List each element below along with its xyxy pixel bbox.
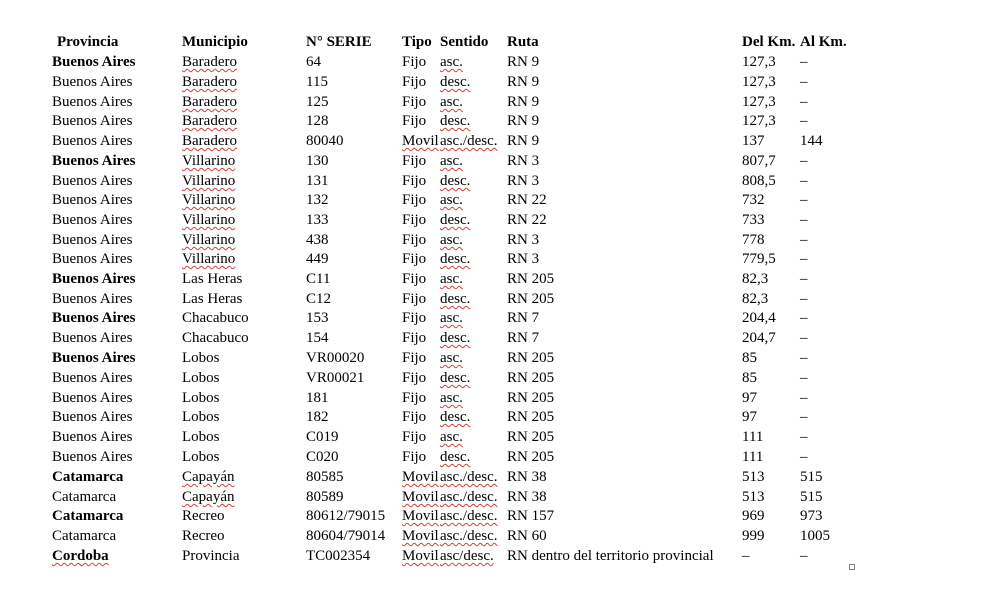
header-sentido: Sentido xyxy=(440,34,489,50)
table-row xyxy=(0,308,1000,328)
cell-provincia: Buenos Aires xyxy=(52,350,136,366)
cell-ruta: RN 205 xyxy=(507,271,555,287)
cell-sentido: asc./desc. xyxy=(440,133,498,149)
cell-ruta: RN 9 xyxy=(507,133,540,149)
cell-del-km: 82,3 xyxy=(742,271,769,287)
cell-del-km: 111 xyxy=(742,449,764,465)
cell-municipio: Baradero xyxy=(182,74,237,90)
cell-serie: TC002354 xyxy=(306,548,371,564)
cell-serie: VR00020 xyxy=(306,350,365,366)
cell-serie: 438 xyxy=(306,232,329,248)
cell-al-km: – xyxy=(800,390,808,406)
cell-sentido: asc. xyxy=(440,94,463,110)
cell-ruta: RN 205 xyxy=(507,350,555,366)
cell-tipo: Fijo xyxy=(402,212,427,228)
cell-al-km: 1005 xyxy=(800,528,830,544)
cell-al-km: – xyxy=(800,370,808,386)
cell-municipio: Villarino xyxy=(182,192,236,208)
cell-ruta: RN 38 xyxy=(507,489,547,505)
cell-provincia: Buenos Aires xyxy=(52,449,133,465)
cell-del-km: 732 xyxy=(742,192,765,208)
cell-tipo: Movil xyxy=(402,508,439,524)
cell-municipio: Las Heras xyxy=(182,271,243,287)
cell-municipio: Capayán xyxy=(182,469,235,485)
cell-provincia: Buenos Aires xyxy=(52,429,133,445)
table-row xyxy=(0,230,1000,250)
cell-municipio: Villarino xyxy=(182,153,236,169)
cell-del-km: 97 xyxy=(742,409,757,425)
cell-del-km: 778 xyxy=(742,232,765,248)
cell-al-km: – xyxy=(800,548,808,564)
table-row xyxy=(0,467,1000,487)
cell-provincia: Buenos Aires xyxy=(52,310,136,326)
cell-tipo: Fijo xyxy=(402,232,427,248)
cell-del-km: – xyxy=(742,548,750,564)
cell-provincia: Buenos Aires xyxy=(52,153,136,169)
cell-del-km: 513 xyxy=(742,469,765,485)
cell-provincia: Cordoba xyxy=(52,548,109,564)
cell-serie: 153 xyxy=(306,310,329,326)
cell-municipio: Baradero xyxy=(182,94,237,110)
cell-serie: 80612/79015 xyxy=(306,508,386,524)
table-row xyxy=(0,111,1000,131)
cell-del-km: 127,3 xyxy=(742,113,776,129)
cell-al-km: – xyxy=(800,153,808,169)
cell-serie: C020 xyxy=(306,449,339,465)
cell-provincia: Buenos Aires xyxy=(52,409,133,425)
cell-ruta: RN dentro del territorio provincial xyxy=(507,548,714,564)
cell-al-km: – xyxy=(800,251,808,267)
table-row xyxy=(0,328,1000,348)
cell-municipio: Chacabuco xyxy=(182,330,249,346)
cell-ruta: RN 3 xyxy=(507,232,540,248)
header-ruta: Ruta xyxy=(507,34,539,50)
cell-del-km: 733 xyxy=(742,212,765,228)
cell-ruta: RN 157 xyxy=(507,508,555,524)
table-row xyxy=(0,447,1000,467)
cell-al-km: – xyxy=(800,330,808,346)
table-row xyxy=(0,131,1000,151)
cell-serie: 449 xyxy=(306,251,329,267)
cell-del-km: 85 xyxy=(742,350,757,366)
cell-sentido: asc. xyxy=(440,192,463,208)
cell-sentido: asc/desc. xyxy=(440,548,494,564)
cell-del-km: 779,5 xyxy=(742,251,776,267)
cell-sentido: desc. xyxy=(440,212,471,228)
cell-provincia: Catamarca xyxy=(52,469,124,485)
cell-provincia: Buenos Aires xyxy=(52,271,136,287)
cell-municipio: Lobos xyxy=(182,390,220,406)
cell-provincia: Buenos Aires xyxy=(52,370,133,386)
cell-tipo: Fijo xyxy=(402,74,427,90)
cell-provincia: Buenos Aires xyxy=(52,133,133,149)
cell-tipo: Fijo xyxy=(402,192,427,208)
cell-municipio: Lobos xyxy=(182,429,220,445)
cell-del-km: 999 xyxy=(742,528,765,544)
cell-serie: 132 xyxy=(306,192,329,208)
cell-sentido: desc. xyxy=(440,173,471,189)
cell-municipio: Lobos xyxy=(182,370,220,386)
cell-sentido: desc. xyxy=(440,113,471,129)
cell-del-km: 127,3 xyxy=(742,94,776,110)
cell-provincia: Catamarca xyxy=(52,489,117,505)
cell-del-km: 97 xyxy=(742,390,757,406)
cell-ruta: RN 60 xyxy=(507,528,547,544)
cell-tipo: Movil xyxy=(402,469,439,485)
cell-provincia: Buenos Aires xyxy=(52,330,133,346)
cell-provincia: Buenos Aires xyxy=(52,113,133,129)
cell-ruta: RN 205 xyxy=(507,429,555,445)
table-row xyxy=(0,171,1000,191)
cell-del-km: 127,3 xyxy=(742,74,776,90)
cell-municipio: Las Heras xyxy=(182,291,243,307)
header-municipio: Municipio xyxy=(182,34,248,50)
table-row xyxy=(0,249,1000,269)
cell-tipo: Fijo xyxy=(402,291,427,307)
cell-municipio: Recreo xyxy=(182,508,225,524)
cell-serie: C019 xyxy=(306,429,339,445)
cell-municipio: Villarino xyxy=(182,212,236,228)
cell-serie: 133 xyxy=(306,212,329,228)
cell-del-km: 969 xyxy=(742,508,765,524)
cell-al-km: – xyxy=(800,192,808,208)
cell-sentido: asc. xyxy=(440,232,463,248)
cell-municipio: Lobos xyxy=(182,409,220,425)
cell-del-km: 85 xyxy=(742,370,757,386)
cell-municipio: Chacabuco xyxy=(182,310,249,326)
cell-municipio: Provincia xyxy=(182,548,240,564)
cell-tipo: Fijo xyxy=(402,409,427,425)
cell-sentido: asc./desc. xyxy=(440,528,498,544)
cell-serie: C11 xyxy=(306,271,331,287)
cell-serie: 125 xyxy=(306,94,329,110)
cell-sentido: desc. xyxy=(440,251,471,267)
cell-al-km: – xyxy=(800,113,808,129)
cell-serie: 64 xyxy=(306,54,321,70)
cell-provincia: Buenos Aires xyxy=(52,94,133,110)
cell-tipo: Movil xyxy=(402,528,439,544)
cell-serie: 128 xyxy=(306,113,329,129)
cell-municipio: Baradero xyxy=(182,133,237,149)
cell-serie: 115 xyxy=(306,74,328,90)
table-row xyxy=(0,526,1000,546)
table-row xyxy=(0,289,1000,309)
cell-ruta: RN 205 xyxy=(507,449,555,465)
cell-serie: 181 xyxy=(306,390,329,406)
cell-ruta: RN 7 xyxy=(507,310,540,326)
table-row xyxy=(0,546,1000,566)
cell-al-km: – xyxy=(800,173,808,189)
cell-ruta: RN 22 xyxy=(507,212,547,228)
paragraph-end-marker xyxy=(849,564,855,570)
cell-sentido: asc. xyxy=(440,429,463,445)
cell-serie: VR00021 xyxy=(306,370,365,386)
cell-municipio: Villarino xyxy=(182,173,236,189)
cell-sentido: asc. xyxy=(440,153,463,169)
table-row xyxy=(0,368,1000,388)
cell-ruta: RN 7 xyxy=(507,330,540,346)
cell-tipo: Fijo xyxy=(402,94,427,110)
header-del-km: Del Km. xyxy=(742,34,796,50)
cell-serie: 80585 xyxy=(306,469,344,485)
cell-ruta: RN 9 xyxy=(507,54,540,70)
cell-sentido: desc. xyxy=(440,330,471,346)
cell-municipio: Lobos xyxy=(182,350,220,366)
cell-sentido: asc. xyxy=(440,54,463,70)
cell-al-km: – xyxy=(800,350,808,366)
cell-serie: 182 xyxy=(306,409,329,425)
cell-sentido: asc./desc. xyxy=(440,469,498,485)
cell-provincia: Buenos Aires xyxy=(52,251,133,267)
cell-al-km: – xyxy=(800,409,808,425)
table-row xyxy=(0,190,1000,210)
table-header xyxy=(0,32,1000,52)
cell-serie: 130 xyxy=(306,153,329,169)
cell-sentido: desc. xyxy=(440,449,471,465)
cell-tipo: Movil xyxy=(402,133,439,149)
cell-provincia: Buenos Aires xyxy=(52,232,133,248)
cell-del-km: 204,4 xyxy=(742,310,776,326)
cell-tipo: Fijo xyxy=(402,429,427,445)
cell-sentido: asc. xyxy=(440,390,463,406)
cell-al-km: – xyxy=(800,429,808,445)
cell-sentido: desc. xyxy=(440,291,471,307)
cell-provincia: Buenos Aires xyxy=(52,74,133,90)
table-row xyxy=(0,151,1000,171)
cell-ruta: RN 3 xyxy=(507,173,540,189)
cell-municipio: Baradero xyxy=(182,54,237,70)
cell-municipio: Lobos xyxy=(182,449,220,465)
header-serie: N° SERIE xyxy=(306,34,372,50)
table-row xyxy=(0,487,1000,507)
cell-al-km: – xyxy=(800,212,808,228)
cell-del-km: 807,7 xyxy=(742,153,776,169)
cell-serie: 80604/79014 xyxy=(306,528,386,544)
cell-tipo: Fijo xyxy=(402,54,427,70)
cell-tipo: Fijo xyxy=(402,330,427,346)
cell-sentido: asc. xyxy=(440,310,463,326)
cell-serie: 154 xyxy=(306,330,329,346)
cell-ruta: RN 205 xyxy=(507,390,555,406)
cell-al-km: 973 xyxy=(800,508,823,524)
cell-sentido: asc. xyxy=(440,271,463,287)
cell-ruta: RN 205 xyxy=(507,291,555,307)
cell-sentido: asc./desc. xyxy=(440,489,498,505)
cell-al-km: 515 xyxy=(800,469,823,485)
cell-ruta: RN 38 xyxy=(507,469,547,485)
cell-provincia: Buenos Aires xyxy=(52,390,133,406)
cell-municipio: Baradero xyxy=(182,113,237,129)
cell-del-km: 137 xyxy=(742,133,765,149)
cell-al-km: – xyxy=(800,310,808,326)
cell-serie: 80040 xyxy=(306,133,344,149)
cell-tipo: Movil xyxy=(402,548,439,564)
table-row xyxy=(0,506,1000,526)
cell-al-km: 515 xyxy=(800,489,823,505)
cell-municipio: Villarino xyxy=(182,251,236,267)
cell-serie: 80589 xyxy=(306,489,344,505)
cell-tipo: Fijo xyxy=(402,310,427,326)
cell-al-km: – xyxy=(800,232,808,248)
cell-tipo: Fijo xyxy=(402,113,427,129)
cell-serie: C12 xyxy=(306,291,332,307)
cell-tipo: Fijo xyxy=(402,449,427,465)
cell-al-km: – xyxy=(800,94,808,110)
cell-tipo: Fijo xyxy=(402,153,427,169)
cell-del-km: 111 xyxy=(742,429,764,445)
table-row xyxy=(0,427,1000,447)
cell-tipo: Fijo xyxy=(402,370,427,386)
cell-provincia: Catamarca xyxy=(52,508,124,524)
cell-provincia: Buenos Aires xyxy=(52,192,133,208)
cell-municipio: Capayán xyxy=(182,489,235,505)
cell-municipio: Villarino xyxy=(182,232,236,248)
header-tipo: Tipo xyxy=(402,34,432,50)
cell-tipo: Fijo xyxy=(402,271,427,287)
cell-del-km: 808,5 xyxy=(742,173,776,189)
cell-sentido: desc. xyxy=(440,409,471,425)
cell-del-km: 204,7 xyxy=(742,330,776,346)
table-row xyxy=(0,52,1000,72)
cell-del-km: 127,3 xyxy=(742,54,776,70)
cell-provincia: Buenos Aires xyxy=(52,291,133,307)
header-al-km: Al Km. xyxy=(800,34,847,50)
cell-ruta: RN 9 xyxy=(507,113,540,129)
cell-ruta: RN 3 xyxy=(507,153,540,169)
cell-sentido: desc. xyxy=(440,74,471,90)
cell-ruta: RN 205 xyxy=(507,370,555,386)
cell-ruta: RN 9 xyxy=(507,94,540,110)
cell-tipo: Fijo xyxy=(402,350,427,366)
cell-al-km: – xyxy=(800,449,808,465)
cell-al-km: – xyxy=(800,291,808,307)
cell-sentido: asc. xyxy=(440,350,463,366)
table-row xyxy=(0,92,1000,112)
cell-al-km: – xyxy=(800,74,808,90)
cell-provincia: Buenos Aires xyxy=(52,173,133,189)
cell-provincia: Buenos Aires xyxy=(52,212,133,228)
cell-del-km: 513 xyxy=(742,489,765,505)
cell-serie: 131 xyxy=(306,173,329,189)
table-row xyxy=(0,348,1000,368)
cell-tipo: Movil xyxy=(402,489,439,505)
cell-al-km: 144 xyxy=(800,133,823,149)
cell-al-km: – xyxy=(800,271,808,287)
cell-sentido: desc. xyxy=(440,370,471,386)
table-row xyxy=(0,388,1000,408)
table-row xyxy=(0,407,1000,427)
cell-ruta: RN 205 xyxy=(507,409,555,425)
cell-ruta: RN 22 xyxy=(507,192,547,208)
cell-ruta: RN 3 xyxy=(507,251,540,267)
header-provincia: Provincia xyxy=(57,34,119,50)
cell-tipo: Fijo xyxy=(402,251,427,267)
cell-al-km: – xyxy=(800,54,808,70)
cell-del-km: 82,3 xyxy=(742,291,769,307)
table-row xyxy=(0,269,1000,289)
cell-tipo: Fijo xyxy=(402,390,427,406)
table-row xyxy=(0,72,1000,92)
table-row xyxy=(0,210,1000,230)
cell-sentido: asc./desc. xyxy=(440,508,498,524)
cell-municipio: Recreo xyxy=(182,528,225,544)
cell-provincia: Catamarca xyxy=(52,528,117,544)
cell-provincia: Buenos Aires xyxy=(52,54,136,70)
cell-tipo: Fijo xyxy=(402,173,427,189)
cell-ruta: RN 9 xyxy=(507,74,540,90)
